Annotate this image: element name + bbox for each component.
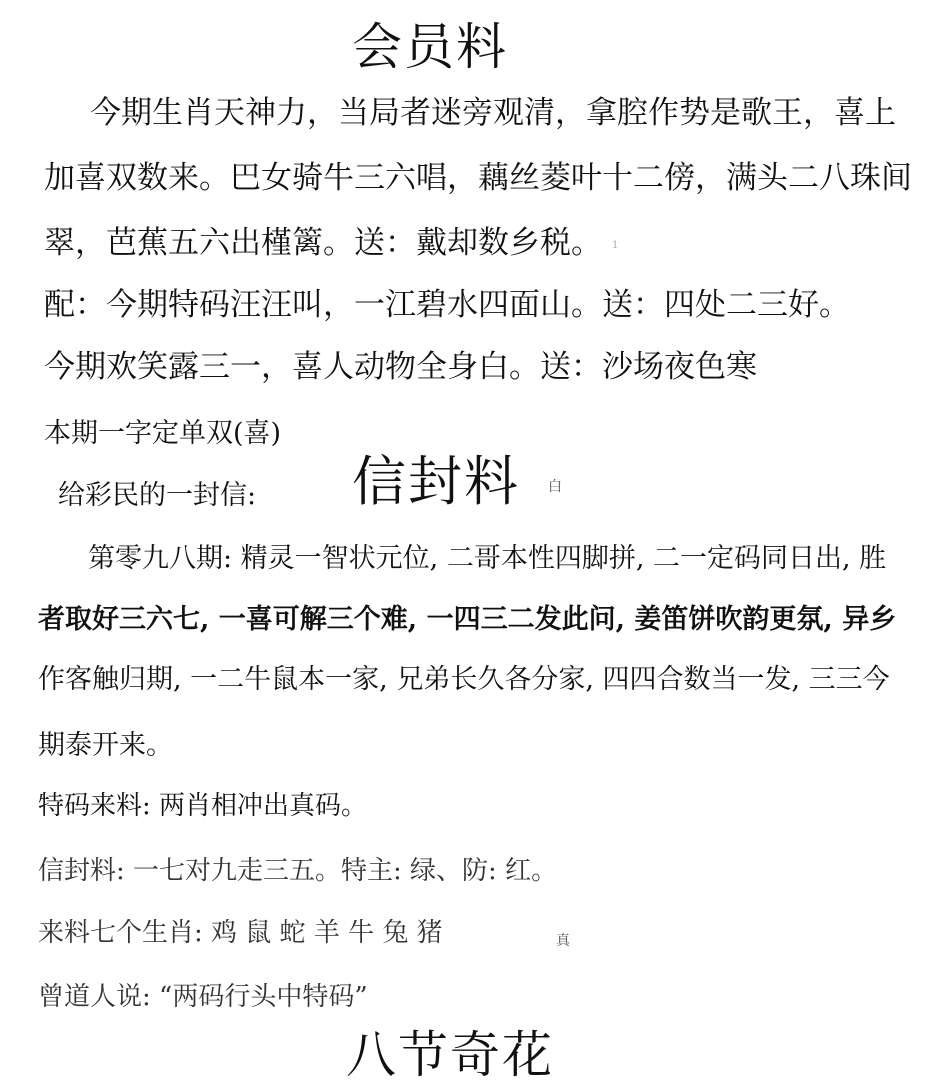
letter-text-line-4: 期泰开来。 (38, 730, 173, 761)
side-mark: 真 (556, 933, 570, 949)
member-text-line-2: 加喜双数来。巴女骑牛三六唱，藕丝菱叶十二傍，满头二八珠间 (44, 160, 912, 196)
member-text-line-4: 配：今期特码汪汪叫，一江碧水四面山。送：四处二三好。 (44, 287, 850, 323)
member-text-line-6: 本期一字定单双(喜) (44, 418, 282, 449)
letter-quote-line: 曾道人说: “两码行头中特码” (38, 982, 368, 1012)
letter-zodiac-line: 来料七个生肖: 鸡 鼠 蛇 羊 牛 兔 猪 (38, 918, 443, 948)
eight-section-title: 八节奇花 (346, 1026, 554, 1084)
member-text-line-5: 今期欢笑露三一，喜人动物全身白。送：沙场夜色寒 (44, 349, 757, 385)
letter-special-code-line: 特码来料: 两肖相冲出真码。 (38, 791, 368, 821)
stray-mark-letter: 白 (548, 479, 562, 495)
letter-text-line-1: 第零九八期: 精灵一智状元位, 二哥本性四脚拼, 二一定码同日出, 胜 (88, 543, 887, 574)
member-text-line-1: 今期生肖天神力，当局者迷旁观清，拿腔作势是歌王，喜上 (90, 95, 896, 131)
letter-intro: 给彩民的一封信: (58, 480, 257, 511)
letter-text-line-2: 者取好三六七, 一喜可解三个难, 一四三二发此问, 姜笛饼吹韵更氛, 异乡 (38, 604, 897, 635)
member-section-title: 会员料 (352, 18, 508, 76)
stray-mark: 1 (612, 240, 619, 251)
letter-envelope-line: 信封料: 一七对九走三五。特主: 绿、防: 红。 (38, 856, 558, 886)
letter-text-line-3: 作客触归期, 一二牛鼠本一家, 兄弟长久各分家, 四四合数当一发, 三三今 (38, 664, 890, 695)
letter-section-title: 信封料 (352, 450, 520, 513)
member-text-line-3: 翠，芭蕉五六出槿篱。送：戴却数乡税。 (44, 225, 602, 261)
